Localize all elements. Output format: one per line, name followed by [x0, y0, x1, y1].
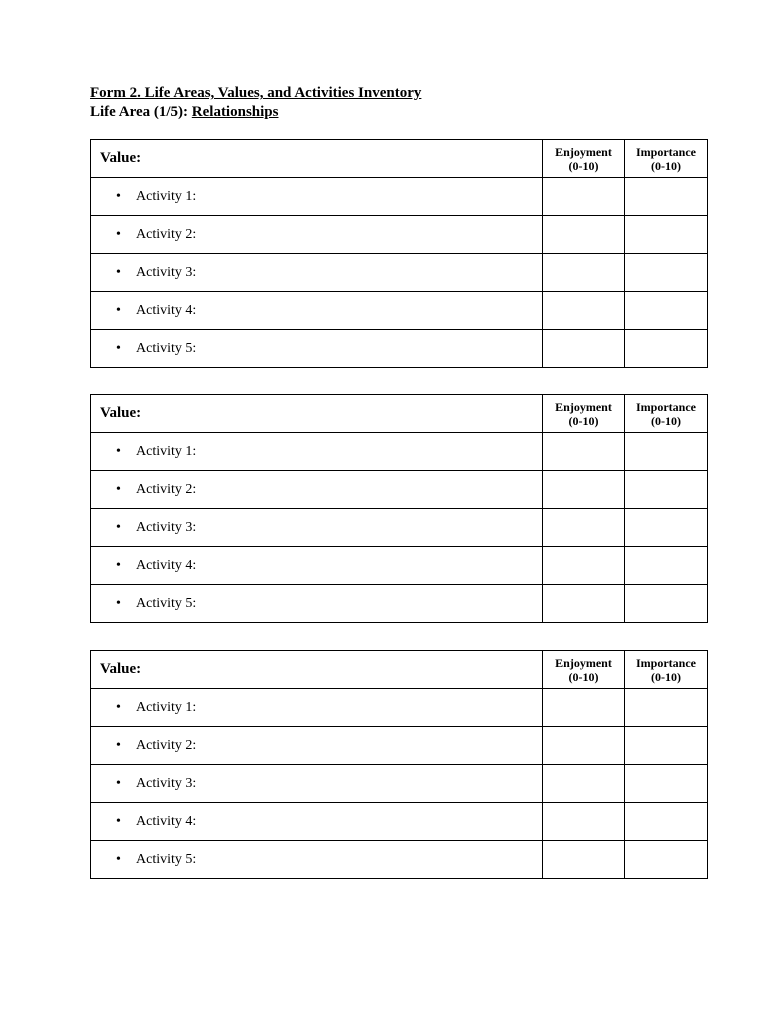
value-row — [91, 651, 708, 689]
importance-rating-cell[interactable] — [625, 330, 708, 368]
life-area-name: Relationships — [191, 104, 279, 120]
importance-label: Importance — [636, 399, 696, 414]
importance-rating-cell[interactable] — [625, 841, 708, 879]
bullet-icon: • — [116, 775, 121, 791]
activity-item — [91, 520, 542, 536]
activity-row — [91, 765, 708, 803]
activity-row — [91, 841, 708, 879]
activity-label: Activity 4: — [136, 302, 197, 318]
enjoyment-rating-cell[interactable] — [543, 471, 625, 509]
bullet-icon: • — [116, 851, 121, 867]
enjoyment-rating-cell[interactable] — [543, 727, 625, 765]
value-row — [91, 395, 708, 433]
form-title: Form 2. Life Areas, Values, and Activities Inventory — [90, 85, 422, 101]
activity-item — [91, 596, 542, 612]
importance-header — [625, 651, 708, 689]
importance-rating-cell[interactable] — [625, 585, 708, 623]
activity-cell[interactable] — [91, 292, 543, 330]
activity-item — [91, 814, 542, 830]
enjoyment-rating-cell[interactable] — [543, 585, 625, 623]
enjoyment-rating-cell[interactable] — [543, 254, 625, 292]
enjoyment-label: Enjoyment — [555, 399, 612, 414]
activity-label: Activity 4: — [136, 813, 197, 829]
importance-rating-cell[interactable] — [625, 433, 708, 471]
bullet-icon: • — [116, 557, 121, 573]
activity-item — [91, 303, 542, 319]
enjoyment-rating-cell[interactable] — [543, 330, 625, 368]
bullet-icon: • — [116, 737, 121, 753]
activity-item — [91, 227, 542, 243]
value-label: Value: — [100, 661, 142, 677]
activity-item — [91, 189, 542, 205]
enjoyment-rating-cell[interactable] — [543, 178, 625, 216]
importance-rating-cell[interactable] — [625, 803, 708, 841]
activity-row — [91, 585, 708, 623]
activity-cell[interactable] — [91, 471, 543, 509]
activity-row — [91, 178, 708, 216]
enjoyment-range: (0-10) — [568, 669, 599, 684]
activity-cell[interactable] — [91, 254, 543, 292]
importance-rating-cell[interactable] — [625, 471, 708, 509]
enjoyment-header — [543, 140, 625, 178]
activity-label: Activity 1: — [136, 188, 197, 204]
activity-label: Activity 3: — [136, 519, 197, 535]
activity-item — [91, 482, 542, 498]
activity-row — [91, 547, 708, 585]
activity-cell[interactable] — [91, 509, 543, 547]
activity-label: Activity 5: — [136, 595, 197, 611]
enjoyment-header — [543, 395, 625, 433]
importance-label: Importance — [636, 655, 696, 670]
activity-label: Activity 2: — [136, 226, 197, 242]
enjoyment-rating-cell[interactable] — [543, 292, 625, 330]
activity-row — [91, 727, 708, 765]
activity-row — [91, 254, 708, 292]
activity-row — [91, 689, 708, 727]
activity-cell[interactable] — [91, 765, 543, 803]
activity-label: Activity 2: — [136, 737, 197, 753]
activity-cell[interactable] — [91, 433, 543, 471]
activity-item — [91, 738, 542, 754]
activity-label: Activity 2: — [136, 481, 197, 497]
bullet-icon: • — [116, 813, 121, 829]
activity-cell[interactable] — [91, 585, 543, 623]
activity-cell[interactable] — [91, 727, 543, 765]
activity-item — [91, 444, 542, 460]
activity-item — [91, 776, 542, 792]
enjoyment-rating-cell[interactable] — [543, 216, 625, 254]
importance-rating-cell[interactable] — [625, 216, 708, 254]
activity-row — [91, 292, 708, 330]
activity-row — [91, 471, 708, 509]
enjoyment-header — [543, 651, 625, 689]
activity-label: Activity 3: — [136, 775, 197, 791]
activity-label: Activity 4: — [136, 557, 197, 573]
enjoyment-rating-cell[interactable] — [543, 547, 625, 585]
inventory-table-2 — [90, 394, 708, 623]
activity-cell[interactable] — [91, 803, 543, 841]
importance-rating-cell[interactable] — [625, 509, 708, 547]
activity-item — [91, 265, 542, 281]
importance-rating-cell[interactable] — [625, 254, 708, 292]
activity-cell[interactable] — [91, 841, 543, 879]
bullet-icon: • — [116, 340, 121, 356]
activity-cell[interactable] — [91, 216, 543, 254]
activity-cell[interactable] — [91, 178, 543, 216]
importance-rating-cell[interactable] — [625, 547, 708, 585]
importance-header — [625, 395, 708, 433]
activity-row — [91, 803, 708, 841]
importance-header — [625, 140, 708, 178]
activity-item — [91, 852, 542, 868]
enjoyment-range: (0-10) — [568, 413, 599, 428]
value-field[interactable] — [91, 140, 543, 178]
value-field[interactable] — [91, 651, 543, 689]
importance-range: (0-10) — [651, 158, 681, 173]
bullet-icon: • — [116, 519, 121, 535]
inventory-table-1 — [90, 139, 708, 368]
importance-rating-cell[interactable] — [625, 292, 708, 330]
activity-label: Activity 3: — [136, 264, 197, 280]
activity-row — [91, 330, 708, 368]
importance-label: Importance — [636, 144, 696, 159]
activity-cell[interactable] — [91, 330, 543, 368]
importance-range: (0-10) — [651, 413, 681, 428]
activity-item — [91, 341, 542, 357]
activity-label: Activity 5: — [136, 340, 197, 356]
bullet-icon: • — [116, 443, 121, 459]
activity-label: Activity 5: — [136, 851, 197, 867]
enjoyment-rating-cell[interactable] — [543, 433, 625, 471]
activity-row — [91, 509, 708, 547]
activity-cell[interactable] — [91, 547, 543, 585]
activity-item — [91, 700, 542, 716]
activity-item — [91, 558, 542, 574]
life-area-prefix: Life Area (1/5): — [90, 104, 192, 120]
enjoyment-rating-cell[interactable] — [543, 841, 625, 879]
importance-rating-cell[interactable] — [625, 178, 708, 216]
activity-label: Activity 1: — [136, 443, 197, 459]
importance-rating-cell[interactable] — [625, 765, 708, 803]
enjoyment-range: (0-10) — [568, 158, 599, 173]
activity-label: Activity 1: — [136, 699, 197, 715]
value-label: Value: — [100, 150, 142, 166]
enjoyment-rating-cell[interactable] — [543, 803, 625, 841]
bullet-icon: • — [116, 226, 121, 242]
enjoyment-rating-cell[interactable] — [543, 765, 625, 803]
bullet-icon: • — [116, 302, 121, 318]
activity-row — [91, 433, 708, 471]
life-area-line — [90, 103, 421, 122]
importance-range: (0-10) — [651, 669, 681, 684]
importance-rating-cell[interactable] — [625, 689, 708, 727]
enjoyment-label: Enjoyment — [555, 655, 612, 670]
inventory-table-3 — [90, 650, 708, 879]
value-field[interactable] — [91, 395, 543, 433]
enjoyment-rating-cell[interactable] — [543, 689, 625, 727]
bullet-icon: • — [116, 188, 121, 204]
enjoyment-label: Enjoyment — [555, 144, 612, 159]
value-row — [91, 140, 708, 178]
value-label: Value: — [100, 405, 142, 421]
activity-cell[interactable] — [91, 689, 543, 727]
enjoyment-rating-cell[interactable] — [543, 509, 625, 547]
importance-rating-cell[interactable] — [625, 727, 708, 765]
bullet-icon: • — [116, 595, 121, 611]
bullet-icon: • — [116, 264, 121, 280]
activity-row — [91, 216, 708, 254]
bullet-icon: • — [116, 699, 121, 715]
bullet-icon: • — [116, 481, 121, 497]
form-header — [90, 84, 421, 122]
